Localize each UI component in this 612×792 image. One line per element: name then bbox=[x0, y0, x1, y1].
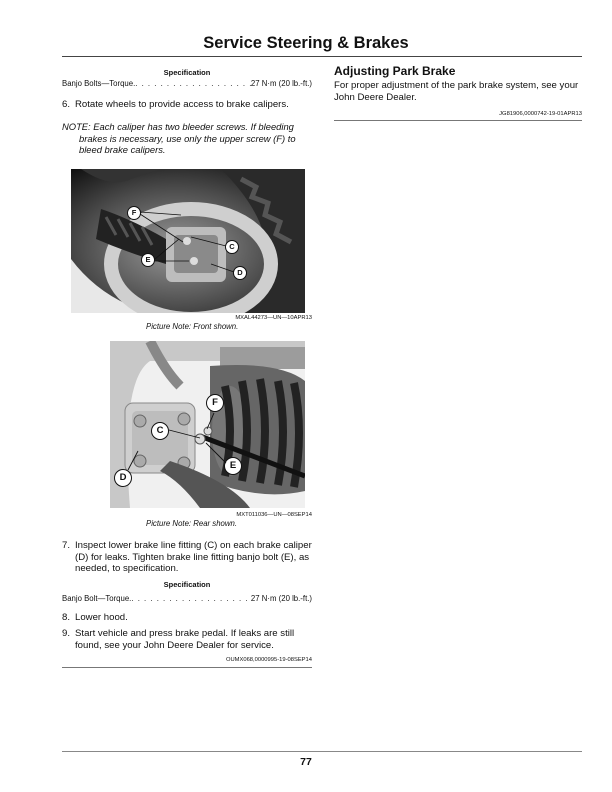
leader-lines bbox=[71, 169, 305, 313]
spec-value: 27 N·m (20 lb.-ft.) bbox=[250, 594, 312, 603]
footer-rule bbox=[62, 751, 582, 752]
spec-heading: Specification bbox=[163, 68, 211, 77]
step-text: Lower hood. bbox=[75, 612, 128, 623]
step-8 bbox=[62, 612, 314, 624]
note-continuation: brakes is necessary, use only the upper screw (F) to bleed brake calipers. bbox=[79, 132, 296, 156]
leader-lines bbox=[110, 341, 305, 508]
page-number: 77 bbox=[300, 756, 312, 768]
callout-e: E bbox=[224, 457, 242, 475]
section-text: For proper adjustment of the park brake system, see your John Deere Dealer. bbox=[334, 80, 579, 103]
rear-caliper-photo bbox=[110, 341, 305, 508]
callout-d: D bbox=[114, 469, 132, 487]
picture-note: Picture Note: Rear shown. bbox=[146, 519, 238, 528]
page-title: Service Steering & Brakes bbox=[203, 34, 409, 52]
callout-f: F bbox=[206, 394, 224, 412]
step-7 bbox=[62, 540, 314, 575]
section-end-rule bbox=[334, 120, 582, 121]
callout-d: D bbox=[233, 266, 247, 280]
step-number: 7. bbox=[62, 540, 71, 551]
step-text: Inspect lower brake line fitting (C) on each brake caliper (D) for leaks. Tighten brake line fitting banjo bolt (E), as needed, to specification. bbox=[75, 540, 312, 575]
step-6 bbox=[62, 99, 314, 111]
step-9 bbox=[62, 628, 314, 651]
spec-label: Banjo Bolts—Torque. bbox=[62, 79, 136, 88]
note-first-line: NOTE: Each caliper has two bleeder screws. If bleeding bbox=[62, 121, 294, 132]
spec-row bbox=[62, 594, 312, 603]
picture-note: Picture Note: Front shown. bbox=[146, 322, 239, 331]
section-heading: Adjusting Park Brake bbox=[334, 64, 456, 78]
section-end-rule bbox=[62, 667, 312, 668]
title-rule bbox=[62, 56, 582, 57]
step-number: 8. bbox=[62, 612, 71, 623]
note bbox=[62, 121, 314, 156]
callout-c: C bbox=[151, 422, 169, 440]
spec-row bbox=[62, 79, 312, 88]
spec-heading: Specification bbox=[163, 580, 211, 589]
step-text: Rotate wheels to provide access to brake calipers. bbox=[75, 99, 289, 110]
figure-code: MXT011036—UN—08SEP14 bbox=[236, 512, 312, 518]
callout-f: F bbox=[127, 206, 141, 220]
section-code: OUMX068,0000995-19-08SEP14 bbox=[225, 657, 312, 663]
step-text: Start vehicle and press brake pedal. If leaks are still found, see your John Deere Dealer for service. bbox=[75, 628, 295, 651]
spec-label: Banjo Bolt—Torque. bbox=[62, 594, 132, 603]
leader-dots bbox=[131, 594, 251, 603]
step-number: 6. bbox=[62, 99, 71, 110]
leader-dots bbox=[135, 79, 251, 88]
callout-e: E bbox=[141, 253, 155, 267]
spec-value: 27 N·m (20 lb.-ft.) bbox=[250, 79, 312, 88]
figure-code: MXAL44273—UN—10APR13 bbox=[235, 315, 312, 321]
step-number: 9. bbox=[62, 628, 71, 639]
front-caliper-photo bbox=[71, 169, 305, 313]
section-code: JG81906,0000742-19-01APR13 bbox=[499, 111, 582, 117]
callout-c: C bbox=[225, 240, 239, 254]
